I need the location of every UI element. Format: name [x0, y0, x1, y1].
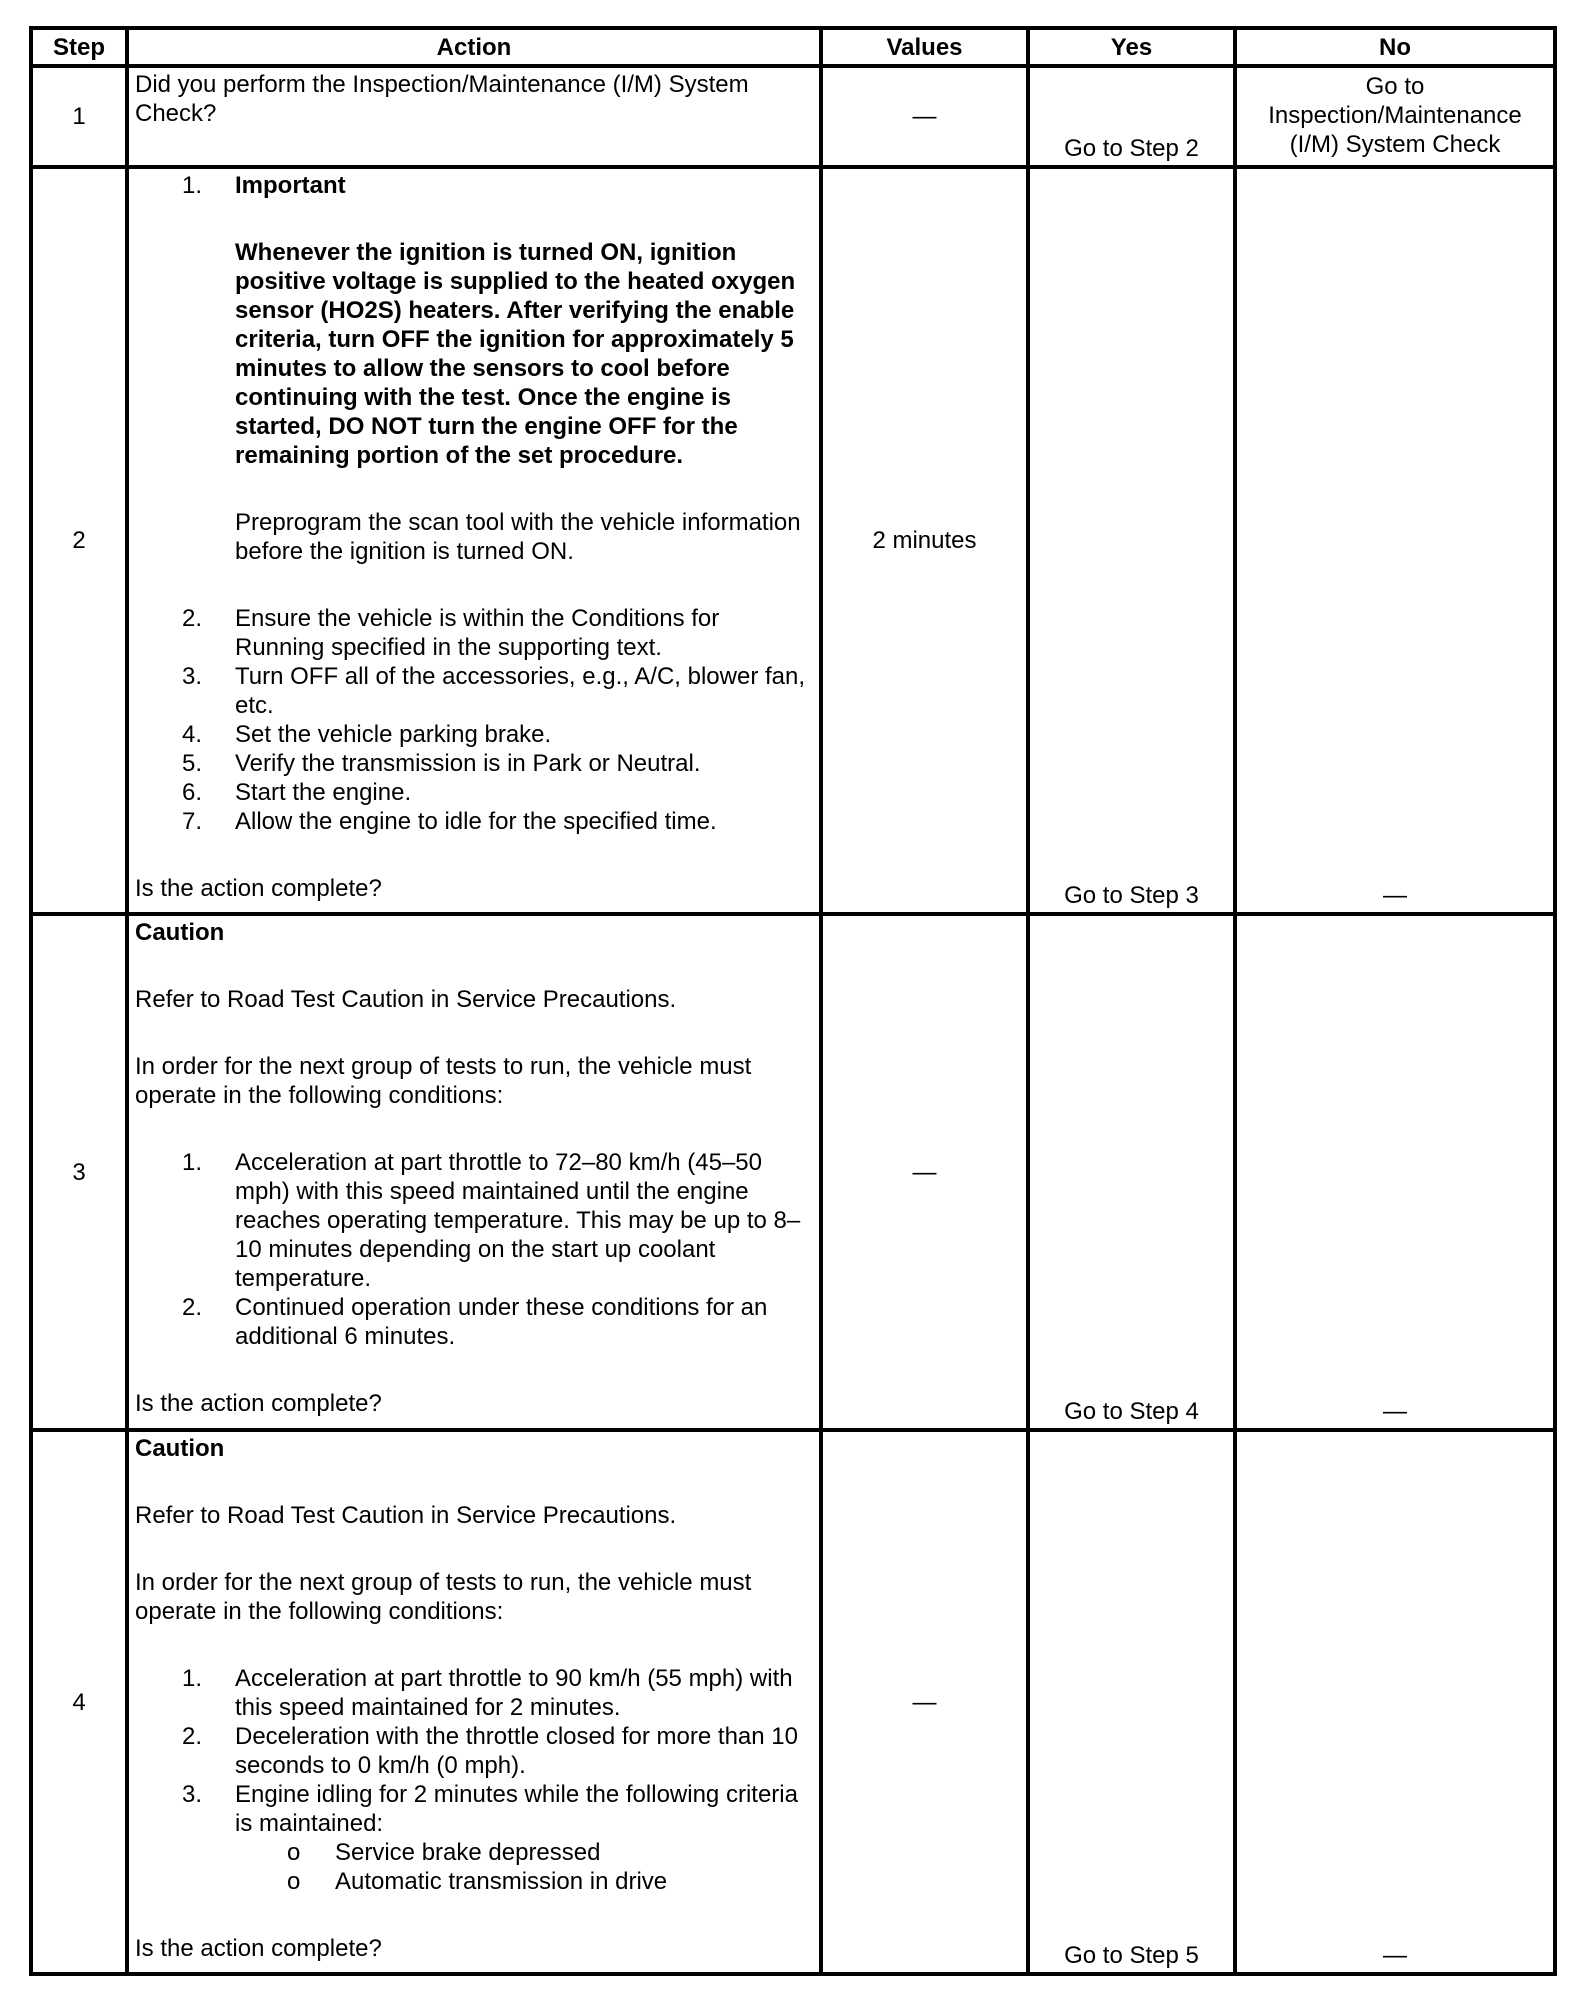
conditions-intro: In order for the next group of tests to run, the vehicle must operate in the following conditions:: [135, 1569, 752, 1625]
table-row-step-1: [31, 66, 1555, 167]
table-row-step-4: [31, 1430, 1555, 1974]
no-cell: —: [1235, 914, 1555, 1430]
sub-list-item-text: Automatic transmission in drive: [335, 1868, 668, 1895]
list-item-text: Continued operation under these conditions for an additional 6 minutes.: [235, 1294, 768, 1350]
list-item: [135, 749, 813, 778]
list-item-number: 5.: [182, 750, 203, 777]
sub-list-item: [235, 1838, 813, 1867]
step-number: 2: [31, 167, 127, 914]
list-item: [135, 807, 813, 836]
diagnostic-table: [29, 26, 1557, 1976]
sub-list-item: [235, 1867, 813, 1896]
list-item-text: Start the engine.: [235, 779, 412, 806]
action-cell: [127, 914, 821, 1430]
list-item-text: Verify the transmission is in Park or Neutral.: [235, 750, 701, 777]
action-cell: [127, 66, 821, 167]
list-item-text: Set the vehicle parking brake.: [235, 721, 552, 748]
list-item-number: 6.: [182, 779, 203, 806]
step-number: 4: [31, 1430, 127, 1974]
list-item: [135, 1664, 813, 1722]
step-number: 3: [31, 914, 127, 1430]
list-item-number: 2.: [182, 1723, 203, 1750]
important-label: Important: [235, 172, 346, 199]
action-cell: [127, 167, 821, 914]
list-item: [135, 1722, 813, 1780]
refer-text: Refer to Road Test Caution in Service Precautions.: [135, 1502, 677, 1529]
preprogram-text: Preprogram the scan tool with the vehicle information before the ignition is turned ON.: [235, 509, 801, 565]
action-question: Is the action complete?: [135, 875, 382, 902]
list-item: [135, 604, 813, 662]
values-cell: —: [821, 1430, 1028, 1974]
list-item-number: 2.: [182, 605, 203, 632]
action-steps-list: [135, 604, 813, 836]
header-step: Step: [31, 28, 127, 66]
action-steps-list: [135, 1664, 813, 1896]
bullet-icon: o: [287, 1868, 301, 1895]
list-item-text: Turn OFF all of the accessories, e.g., A/C, blower fan, etc.: [235, 663, 806, 719]
header-action: Action: [127, 28, 821, 66]
list-item: [135, 171, 813, 200]
action-cell: [127, 1430, 821, 1974]
caution-label: Caution: [135, 919, 225, 946]
list-item: [135, 778, 813, 807]
action-text: Did you perform the Inspection/Maintenance (I/M) System Check?: [135, 71, 749, 127]
yes-cell: Go to Step 3: [1028, 167, 1235, 914]
header-yes: Yes: [1028, 28, 1235, 66]
list-item-number: 1.: [182, 1665, 203, 1692]
action-steps-list: [135, 171, 813, 200]
header-no: No: [1235, 28, 1555, 66]
list-item-text: Ensure the vehicle is within the Conditions for Running specified in the supporting text.: [235, 605, 720, 661]
list-item-text: Acceleration at part throttle to 72–80 km/h (45–50 mph) with this speed maintained until the engine reaches operating temperature. This may be up to 8–10 minutes depending on the start up coolant temperature.: [235, 1149, 801, 1292]
step-number: 1: [31, 66, 127, 167]
list-item-number: 1.: [182, 172, 203, 199]
table-row-step-3: [31, 914, 1555, 1430]
list-item: [135, 1293, 813, 1351]
header-row: [31, 28, 1555, 66]
list-item: [135, 1148, 813, 1293]
conditions-intro: In order for the next group of tests to run, the vehicle must operate in the following conditions:: [135, 1053, 752, 1109]
sub-list: [235, 1838, 813, 1896]
yes-cell: Go to Step 5: [1028, 1430, 1235, 1974]
list-item-text: Deceleration with the throttle closed for more than 10 seconds to 0 km/h (0 mph).: [235, 1723, 798, 1779]
list-item-number: 3.: [182, 663, 203, 690]
list-item-number: 2.: [182, 1294, 203, 1321]
values-cell: —: [821, 914, 1028, 1430]
values-cell: 2 minutes: [821, 167, 1028, 914]
refer-text: Refer to Road Test Caution in Service Precautions.: [135, 986, 677, 1013]
no-cell: —: [1235, 1430, 1555, 1974]
list-item-text: Engine idling for 2 minutes while the following criteria is maintained:: [235, 1781, 798, 1837]
list-item: [135, 720, 813, 749]
no-cell: Go to Inspection/Maintenance (I/M) System Check: [1235, 66, 1555, 167]
list-item-number: 3.: [182, 1781, 203, 1808]
list-item: [135, 1780, 813, 1896]
important-text: Whenever the ignition is turned ON, ignition positive voltage is supplied to the heated oxygen sensor (HO2S) heaters. After verifying the enable criteria, turn OFF the ignition for approximately 5 minutes to allow the sensors to cool before continuing with the test. Once the engine is started, DO NOT turn the engine OFF for the remaining portion of the set procedure.: [235, 239, 796, 469]
action-question: Is the action complete?: [135, 1935, 382, 1962]
caution-label: Caution: [135, 1435, 225, 1462]
list-item: [135, 662, 813, 720]
list-item-number: 1.: [182, 1149, 203, 1176]
list-item-text: Acceleration at part throttle to 90 km/h (55 mph) with this speed maintained for 2 minutes.: [235, 1665, 793, 1721]
list-item-number: 7.: [182, 808, 203, 835]
yes-cell: Go to Step 2: [1028, 66, 1235, 167]
list-item-number: 4.: [182, 721, 203, 748]
action-steps-list: [135, 1148, 813, 1351]
header-values: Values: [821, 28, 1028, 66]
values-cell: —: [821, 66, 1028, 167]
sub-list-item-text: Service brake depressed: [335, 1839, 601, 1866]
action-question: Is the action complete?: [135, 1390, 382, 1417]
list-item-text: Allow the engine to idle for the specified time.: [235, 808, 717, 835]
yes-cell: Go to Step 4: [1028, 914, 1235, 1430]
no-cell: —: [1235, 167, 1555, 914]
bullet-icon: o: [287, 1839, 301, 1866]
table-row-step-2: [31, 167, 1555, 914]
